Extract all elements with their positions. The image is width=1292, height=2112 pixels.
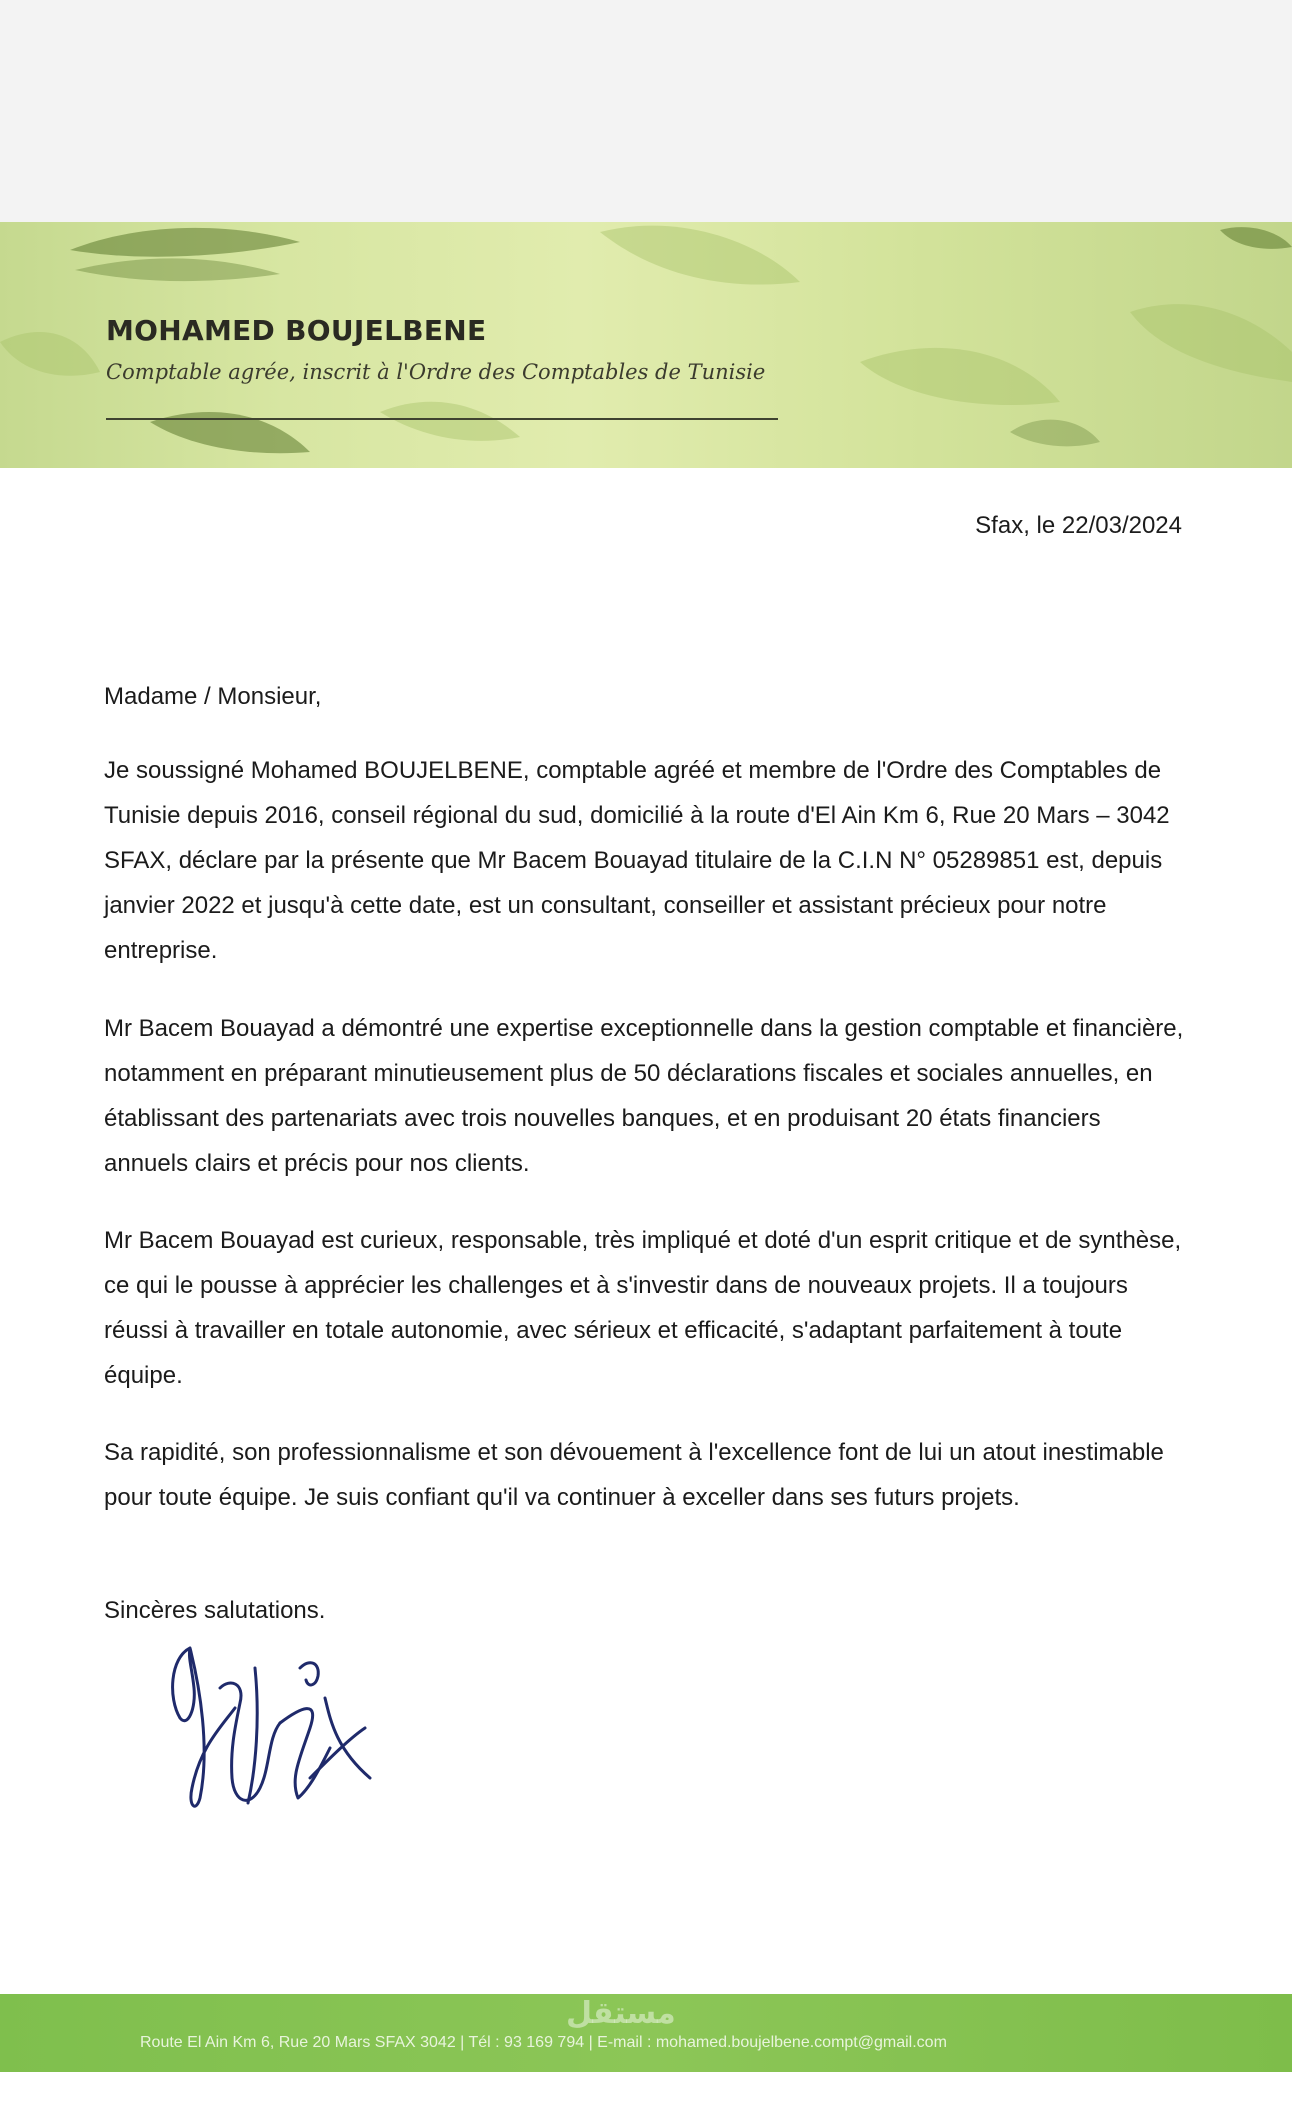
closing-text: Sincères salutations. (104, 1597, 326, 1624)
letter-paragraph-3 (104, 1218, 1184, 1398)
paragraph-text: Sa rapidité, son professionnalisme et son dévouement à l'excellence font de lui un atout inestimable pour toute équipe. Je suis confiant qu'il va continuer à exceller dans ses futurs projets. (104, 1439, 1164, 1511)
footer-contact: Route El Ain Km 6, Rue 20 Mars SFAX 3042 | Tél : 93 169 794 | E-mail : mohamed.boujelbene.compt@gmail.com (140, 2034, 947, 2051)
letterhead-subtitle: Comptable agrée, inscrit à l'Ordre des Comptables de Tunisie (106, 360, 766, 384)
letter-closing (104, 1588, 1184, 1633)
paragraph-text: Mr Bacem Bouayad est curieux, responsable, très impliqué et doté d'un esprit critique et de synthèse, ce qui le pousse à apprécier les challenges et à s'investir dans de nouveaux projets. Il a toujours réussi à travailler en totale autonomie, avec sérieux et efficacité, s'adaptant parfaitement à toute équipe. (104, 1227, 1182, 1389)
letter-date: Sfax, le 22/03/2024 (975, 512, 1182, 539)
letter-paragraph-1 (104, 748, 1184, 973)
greeting-text: Madame / Monsieur, (104, 683, 322, 710)
letterhead-name: MOHAMED BOUJELBENE (106, 314, 487, 347)
letter-greeting (104, 674, 1184, 719)
paragraph-text: Je soussigné Mohamed BOUJELBENE, comptable agréé et membre de l'Ordre des Comptables de Tunisie depuis 2016, conseil régional du sud, domicilié à la route d'El Ain Km 6, Rue 20 Mars – 3042 SFAX, déclare par la présente que Mr Bacem Bouayad titulaire de la C.I.N N° 05289851 est, depuis janvier 2022 et jusqu'à cette date, est un consultant, conseiller et assistant précieux pour notre entreprise. (104, 757, 1170, 964)
watermark-logo: مستقل (566, 1996, 676, 2031)
letterhead-divider (106, 418, 778, 420)
top-blank-area (0, 0, 1292, 222)
paragraph-text: Mr Bacem Bouayad a démontré une expertise exceptionnelle dans la gestion comptable et financière, notamment en préparant minutieusement plus de 50 déclarations fiscales et sociales annuelles, en établissant des partenariats avec trois nouvelles banques, et en produisant 20 états financiers annuels clairs et précis pour nos clients. (104, 1015, 1184, 1177)
letter-paragraph-2 (104, 1006, 1184, 1186)
letter-paragraph-4 (104, 1430, 1184, 1520)
handwritten-signature (160, 1628, 380, 1833)
